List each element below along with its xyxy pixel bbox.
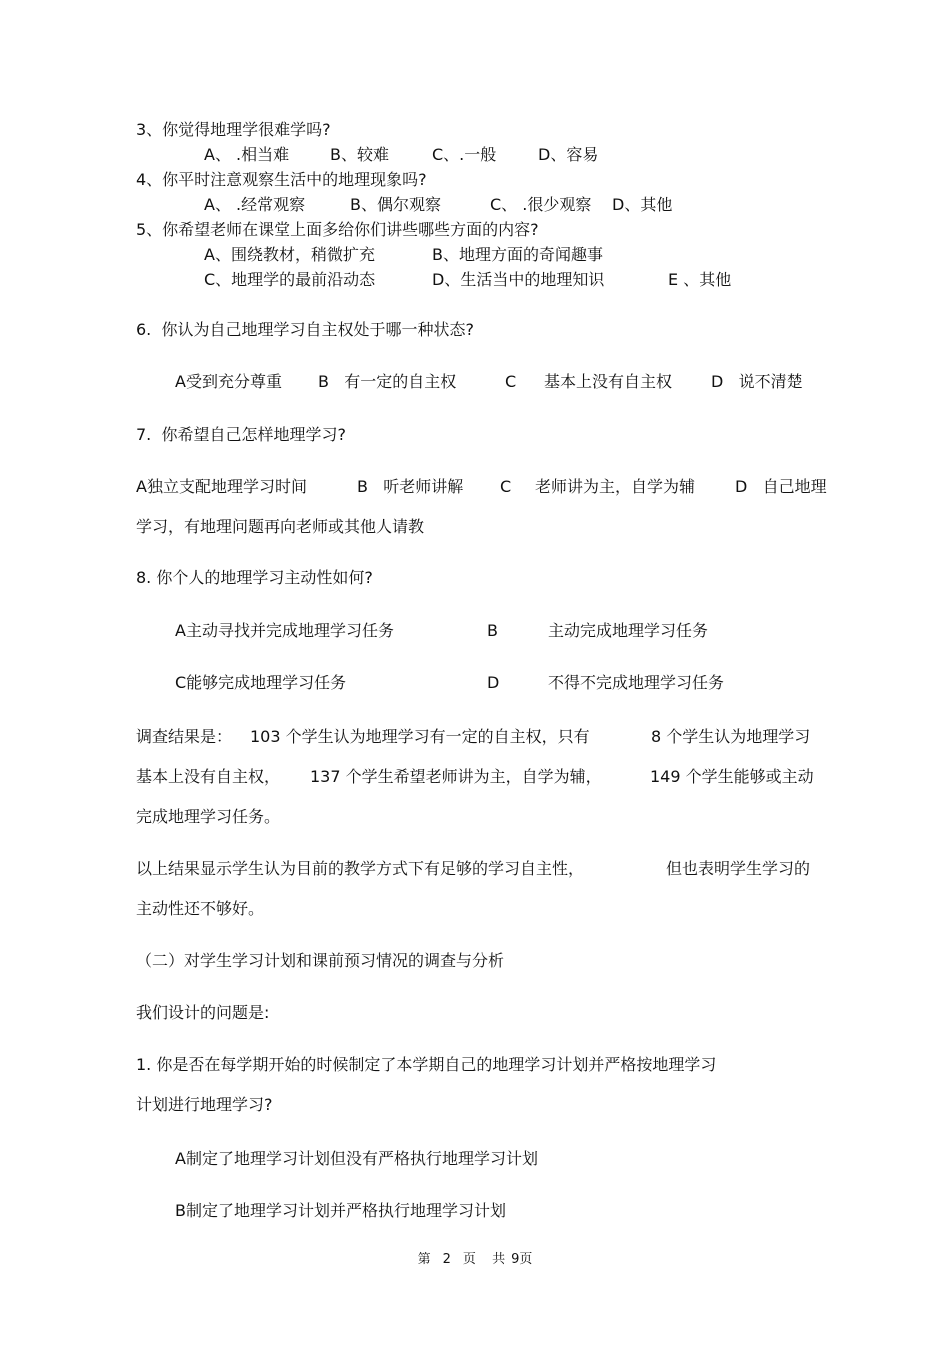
- s2-q1-option-b: B制定了地理学习计划并严格执行地理学习计划: [175, 1201, 506, 1220]
- question-4: 4、你平时注意观察生活中的地理现象吗?: [136, 170, 427, 189]
- question-8: 8. 你个人的地理学习主动性如何?: [136, 568, 373, 587]
- result-lead: 调查结果是：: [136, 727, 233, 746]
- q8-option-b-text: 主动完成地理学习任务: [548, 621, 709, 640]
- conclusion-line1-start: 以上结果显示学生认为目前的教学方式下有足够的学习自主性，: [136, 859, 585, 878]
- footer-total-suffix: 页: [519, 1252, 533, 1267]
- q3-option-c: C、.一般: [432, 145, 497, 164]
- q4-option-d: D、其他: [612, 195, 673, 214]
- footer-total-prefix: 共: [492, 1252, 506, 1267]
- question-5: 5、你希望老师在课堂上面多给你们讲些哪些方面的内容?: [136, 220, 539, 239]
- q7-option-a: A独立支配地理学习时间: [136, 477, 307, 496]
- result-line1-mid: 103 个学生认为地理学习有一定的自主权，只有: [250, 727, 590, 746]
- q4-option-a: A、 .经常观察: [204, 195, 306, 214]
- q3-option-d: D、容易: [538, 145, 599, 164]
- footer-page-number: 2: [442, 1252, 451, 1267]
- q5-option-b: B、地理方面的奇闻趣事: [432, 245, 603, 264]
- q7-option-d: D 自己地理: [735, 477, 827, 496]
- q5-option-d: D、生活当中的地理知识: [432, 270, 605, 289]
- result-line1-end: 8 个学生认为地理学习: [651, 727, 811, 746]
- conclusion-line2: 主动性还不够好。: [136, 899, 265, 918]
- q6-option-a: A受到充分尊重: [175, 372, 282, 391]
- q8-option-d-letter: D: [487, 673, 500, 692]
- result-line2-start: 基本上没有自主权，: [136, 767, 281, 786]
- q5-option-c: C、地理学的最前沿动态: [204, 270, 376, 289]
- q5-option-e: E 、其他: [668, 270, 732, 289]
- result-line2-end: 149 个学生能够或主动: [650, 767, 814, 786]
- conclusion-line1-end: 但也表明学生学习的: [666, 859, 811, 878]
- q7-option-c-letter: C: [500, 477, 512, 496]
- q3-option-a: A、 .相当难: [204, 145, 290, 164]
- question-3: 3、你觉得地理学很难学吗?: [136, 120, 331, 139]
- section-intro: 我们设计的问题是:: [136, 1003, 270, 1022]
- q8-option-d-text: 不得不完成地理学习任务: [548, 673, 725, 692]
- q6-option-c-text: 基本上没有自主权: [544, 372, 673, 391]
- q8-option-c: C能够完成地理学习任务: [175, 673, 347, 692]
- s2-q1-option-a: A制定了地理学习计划但没有严格执行地理学习计划: [175, 1149, 538, 1168]
- footer-total-pages: 9: [511, 1252, 520, 1267]
- q4-option-c: C、 .很少观察: [490, 195, 592, 214]
- q6-option-b: B 有一定的自主权: [318, 372, 457, 391]
- footer-page-suffix: 页: [462, 1252, 476, 1267]
- result-line3: 完成地理学习任务。: [136, 807, 281, 826]
- q7-option-c-text: 老师讲为主，自学为辅: [535, 477, 696, 496]
- question-6: 6. 你认为自己地理学习自主权处于哪一种状态?: [136, 320, 474, 339]
- q8-option-b-letter: B: [487, 621, 498, 640]
- q7-option-b: B 听老师讲解: [357, 477, 464, 496]
- q5-option-a: A、围绕教材，稍微扩充: [204, 245, 375, 264]
- result-line2-mid: 137 个学生希望老师讲为主，自学为辅，: [310, 767, 602, 786]
- footer-page-prefix: 第: [417, 1252, 431, 1267]
- question-7: 7. 你希望自己怎样地理学习?: [136, 425, 346, 444]
- q6-option-c-letter: C: [505, 372, 517, 391]
- q6-option-d: D 说不清楚: [711, 372, 803, 391]
- s2-question-1-continued: 计划进行地理学习?: [136, 1095, 273, 1114]
- s2-question-1: 1. 你是否在每学期开始的时候制定了本学期自己的地理学习计划并严格按地理学习: [136, 1055, 717, 1074]
- page-footer: [0, 1252, 950, 1268]
- q8-option-a: A主动寻找并完成地理学习任务: [175, 621, 394, 640]
- q4-option-b: B、偶尔观察: [350, 195, 441, 214]
- section-heading: （二）对学生学习计划和课前预习情况的调查与分析: [136, 951, 505, 970]
- q7-option-d-continued: 学习，有地理问题再向老师或其他人请教: [136, 517, 425, 536]
- q3-option-b: B、较难: [330, 145, 389, 164]
